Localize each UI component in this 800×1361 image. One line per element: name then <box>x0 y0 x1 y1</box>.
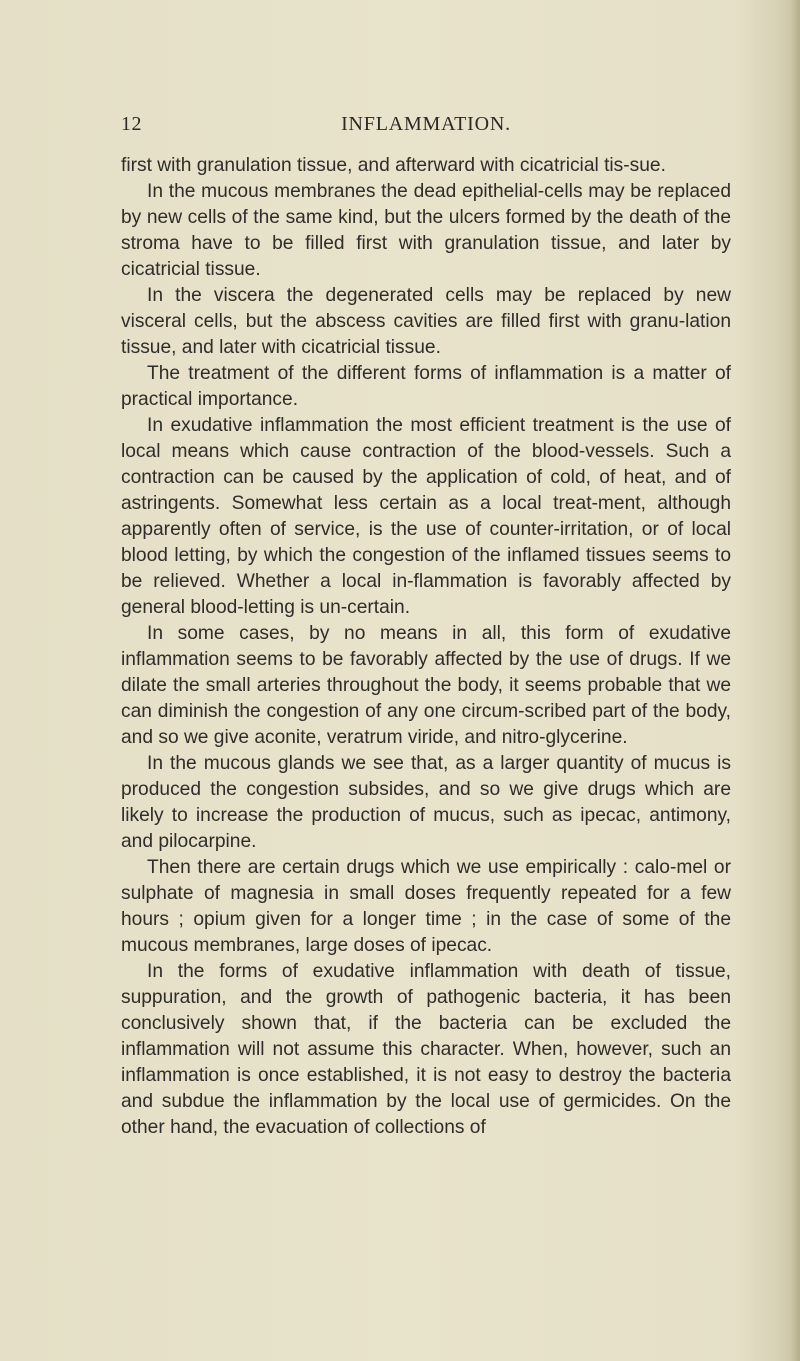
paragraph: In the mucous glands we see that, as a larger quantity of mucus is produced the congestion subsides, and so we give drugs which are likely to increase the production of mucus, such as ipecac, antimony, and pilocarpine. <box>121 753 731 852</box>
running-title: INFLAMMATION. <box>341 113 511 135</box>
body-text <box>121 153 731 1141</box>
paragraph: In the mucous membranes the dead epithelial-cells may be replaced by new cells of the same kind, but the ulcers formed by the death of the stroma have to be filled first with granulation tissue, and later by cicatricial tissue. <box>121 181 731 280</box>
page-header <box>121 110 731 136</box>
page-number: 12 <box>121 113 142 135</box>
paragraph: In some cases, by no means in all, this form of exudative inflammation seems to be favorably affected by the use of drugs. If we dilate the small arteries throughout the body, it seems probable that we can diminish the congestion of any one circum-scribed part of the body, and so we give aconite, veratrum viride, and nitro-glycerine. <box>121 623 731 748</box>
paragraph: Then there are certain drugs which we use empirically : calo-mel or sulphate of magnesia in small doses frequently repeated for a few hours ; opium given for a longer time ; in the case of some of the mucous membranes, large doses of ipecac. <box>121 857 731 956</box>
paragraph: In the viscera the degenerated cells may be replaced by new visceral cells, but the abscess cavities are filled first with granu-lation tissue, and later with cicatricial tissue. <box>121 285 731 358</box>
page-edge-shadow <box>790 0 800 1361</box>
paragraph: In the forms of exudative inflammation with death of tissue, suppuration, and the growth of pathogenic bacteria, it has been conclusively shown that, if the bacteria can be excluded the inflammation will not assume this character. When, however, such an inflammation is once established, it is not easy to destroy the bacteria and subdue the inflammation by the local use of germicides. On the other hand, the evacuation of collections of <box>121 961 731 1138</box>
paragraph: first with granulation tissue, and afterward with cicatricial tis-sue. <box>121 155 666 176</box>
paragraph: In exudative inflammation the most efficient treatment is the use of local means which cause contraction of the blood-vessels. Such a contraction can be caused by the application of cold, of heat, and of astringents. Somewhat less certain as a local treat-ment, although apparently often of service, is the use of counter-irritation, or of local blood letting, by which the congestion of the inflamed tissues seems to be relieved. Whether a local in-flammation is favorably affected by general blood-letting is un-certain. <box>121 415 731 618</box>
paragraph: The treatment of the different forms of inflammation is a matter of practical importance. <box>121 363 731 410</box>
